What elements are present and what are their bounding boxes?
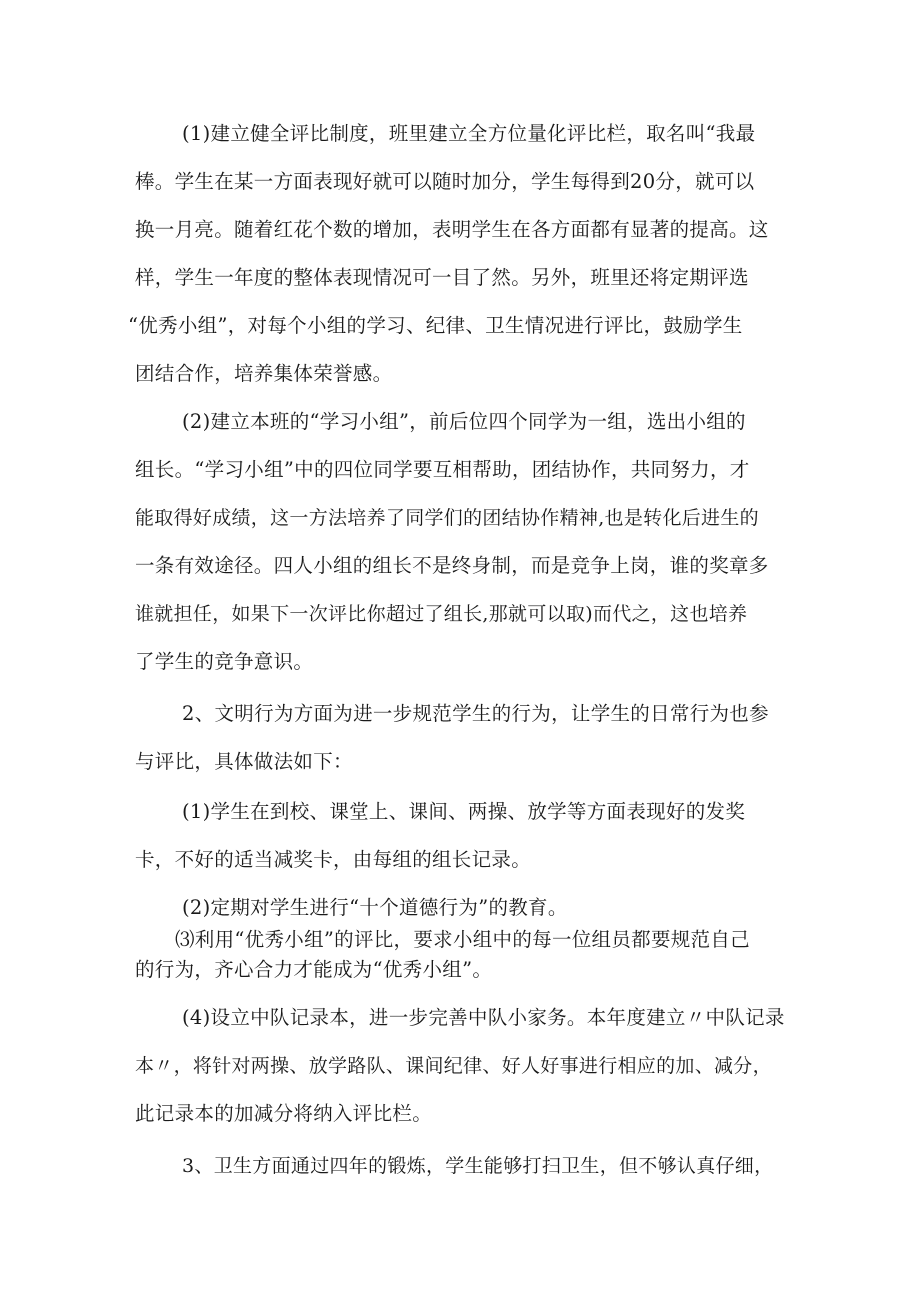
- item-4-line-1: (4)设立中队记录本，进一步完善中队小家务。本年度建立〃中队记录: [182, 1006, 785, 1029]
- paragraph-1-line-5: “优秀小组”，对每个小组的学习、纪律、卫生情况进行评比，鼓励学生: [128, 314, 743, 337]
- section-3-line-1: 3、卫生方面通过四年的锻炼，学生能够打扫卫生，但不够认真仔细，: [182, 1155, 774, 1177]
- paragraph-1-line-1: (1)建立健全评比制度，班里建立全方位量化评比栏，取名叫“我最: [182, 122, 756, 145]
- item-3-line-1: ⑶利用“优秀小组”的评比，要求小组中的每一位组员都要规范自己: [175, 928, 750, 951]
- item-1-line-1: (1)学生在到校、课堂上、课间、两操、放学等方面表现好的发奖: [182, 800, 746, 823]
- item-4-line-3: 此记录本的加减分将纳入评比栏。: [135, 1102, 433, 1125]
- paragraph-2-line-6: 了学生的竞争意识。: [135, 650, 314, 673]
- paragraph-2-line-2: 组长。“学习小组”中的四位同学要互相帮助，团结协作，共同努力，才: [135, 458, 750, 481]
- item-1-line-2: 卡，不好的适当减奖卡，由每组的组长记录。: [135, 848, 532, 871]
- item-3-line-2: 的行为，齐心合力才能成为“优秀小组”。: [135, 958, 493, 981]
- paragraph-2-line-5: 谁就担任，如果下一次评比你超过了组长,那就可以取)而代之，这也培养: [135, 603, 748, 625]
- paragraph-1-line-4: 样，学生一年度的整体表现情况可一目了然。另外，班里还将定期评选: [135, 266, 749, 289]
- paragraph-1-line-3: 换一月亮。随着红花个数的增加，表明学生在各方面都有显著的提高。这: [135, 218, 769, 241]
- item-4-line-2: 本〃，将针对两操、放学路队、课间纪律、好人好事进行相应的加、减分，: [135, 1055, 772, 1077]
- paragraph-2-line-1: (2)建立本班的“学习小组”，前后位四个同学为一组，选出小组的: [182, 410, 746, 433]
- paragraph-1-line-6: 团结合作，培养集体荣誉感。: [135, 362, 393, 385]
- section-2-line-1: 2、文明行为方面为进一步规范学生的行为，让学生的日常行为也参: [182, 702, 769, 725]
- section-2-line-2: 与评比，具体做法如下：: [135, 750, 353, 773]
- item-2-line-1: (2)定期对学生进行“十个道德行为”的教育。: [182, 896, 568, 919]
- paragraph-2-line-4: 一条有效途径。四人小组的组长不是终身制，而是竞争上岗，谁的奖章多: [135, 554, 769, 577]
- paragraph-2-line-3: 能取得好成绩，这一方法培养了同学们的团结协作精神,也是转化后进生的: [135, 507, 759, 529]
- paragraph-1-line-2: 棒。学生在某一方面表现好就可以随时加分，学生每得到20分，就可以: [135, 170, 755, 193]
